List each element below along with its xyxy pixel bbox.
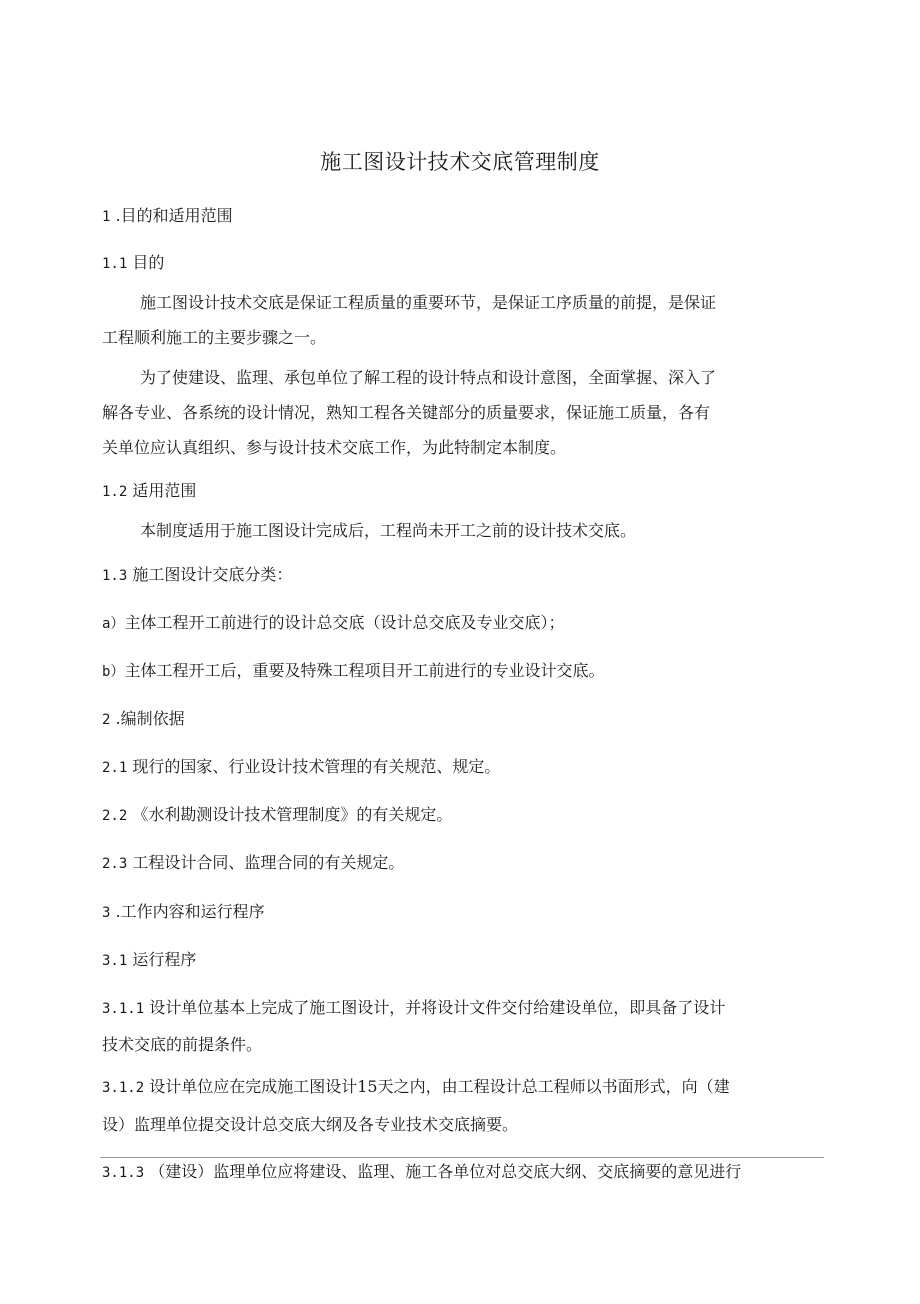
- paragraph-line: 为了使建设、监理、承包单位了解工程的设计特点和设计意图，全面掌握、深入了: [140, 368, 717, 387]
- section-heading: [102, 899, 265, 922]
- section-text: .工作内容和运行程序: [115, 902, 265, 921]
- clause-continuation: 设）监理单位提交设计总交底大纲及各专业技术交底摘要。: [102, 1115, 519, 1134]
- clause-number: 3.1.2: [102, 1080, 145, 1096]
- list-marker: a）: [102, 616, 125, 632]
- subsection-heading: [102, 754, 500, 777]
- section-text: .编制依据: [115, 709, 185, 728]
- subsection-heading: [102, 947, 196, 970]
- section-number: 2: [102, 712, 111, 728]
- section-number: 1.2: [102, 484, 128, 500]
- section-number: 1.1: [102, 256, 128, 272]
- section-text: 目的: [132, 253, 165, 272]
- clause-text: （建设）监理单位应将建设、监理、施工各单位对总交底大纲、交底摘要的意见进行: [149, 1162, 742, 1181]
- clause-text: 设计单位应在完成施工图设计15天之内，由工程设计总工程师以书面形式，向（建: [149, 1077, 730, 1096]
- clause-line: [102, 1159, 741, 1182]
- section-number: 1: [102, 209, 111, 225]
- clause-number: 3.1.3: [102, 1165, 145, 1181]
- list-text: 主体工程开工前进行的设计总交底（设计总交底及专业交底）；: [124, 613, 565, 632]
- subsection-heading: [102, 562, 292, 585]
- subsection-heading: [102, 250, 164, 273]
- clause-number: 3.1.1: [102, 1001, 145, 1017]
- section-heading: [102, 706, 185, 729]
- section-number: 2.3: [102, 856, 128, 872]
- clause-line: [102, 1074, 730, 1097]
- subsection-heading: [102, 850, 404, 873]
- paragraph-line: 工程顺利施工的主要步骤之一。: [102, 328, 327, 347]
- section-text: 运行程序: [132, 950, 197, 969]
- section-number: 2.2: [102, 808, 128, 824]
- section-heading: [102, 203, 233, 226]
- clause-continuation: 技术交底的前提条件。: [102, 1035, 263, 1054]
- section-number: 2.1: [102, 760, 128, 776]
- paragraph-line: 解各专业、各系统的设计情况，熟知工程各关键部分的质量要求，保证施工质量，各有: [102, 403, 711, 422]
- section-text: 适用范围: [132, 481, 197, 500]
- section-number: 1.3: [102, 568, 128, 584]
- paragraph-line: 关单位应认真组织、参与设计技术交底工作，为此特制定本制度。: [102, 438, 567, 457]
- subsection-heading: [102, 478, 196, 501]
- paragraph-line: 施工图设计技术交底是保证工程质量的重要环节，是保证工序质量的前提，是保证: [140, 293, 717, 312]
- section-text: .目的和适用范围: [115, 206, 233, 225]
- list-marker: b）: [102, 664, 125, 680]
- clause-line: [102, 995, 725, 1018]
- section-number: 3.1: [102, 953, 128, 969]
- section-text: 施工图设计交底分类：: [132, 565, 293, 584]
- document-title: 施工图设计技术交底管理制度: [320, 150, 600, 174]
- list-item: [102, 658, 604, 681]
- section-text: 工程设计合同、监理合同的有关规定。: [132, 853, 405, 872]
- page-divider: [100, 1157, 824, 1158]
- clause-text: 设计单位基本上完成了施工图设计，并将设计文件交付给建设单位，即具备了设计: [149, 998, 726, 1017]
- paragraph-line: 本制度适用于施工图设计完成后，工程尚未开工之前的设计技术交底。: [140, 521, 637, 540]
- section-text: 《水利勘测设计技术管理制度》的有关规定。: [132, 805, 453, 824]
- section-text: 现行的国家、行业设计技术管理的有关规范、规定。: [132, 757, 501, 776]
- list-text: 主体工程开工后，重要及特殊工程项目开工前进行的专业设计交底。: [124, 661, 605, 680]
- section-number: 3: [102, 905, 111, 921]
- subsection-heading: [102, 802, 452, 825]
- list-item: [102, 610, 564, 633]
